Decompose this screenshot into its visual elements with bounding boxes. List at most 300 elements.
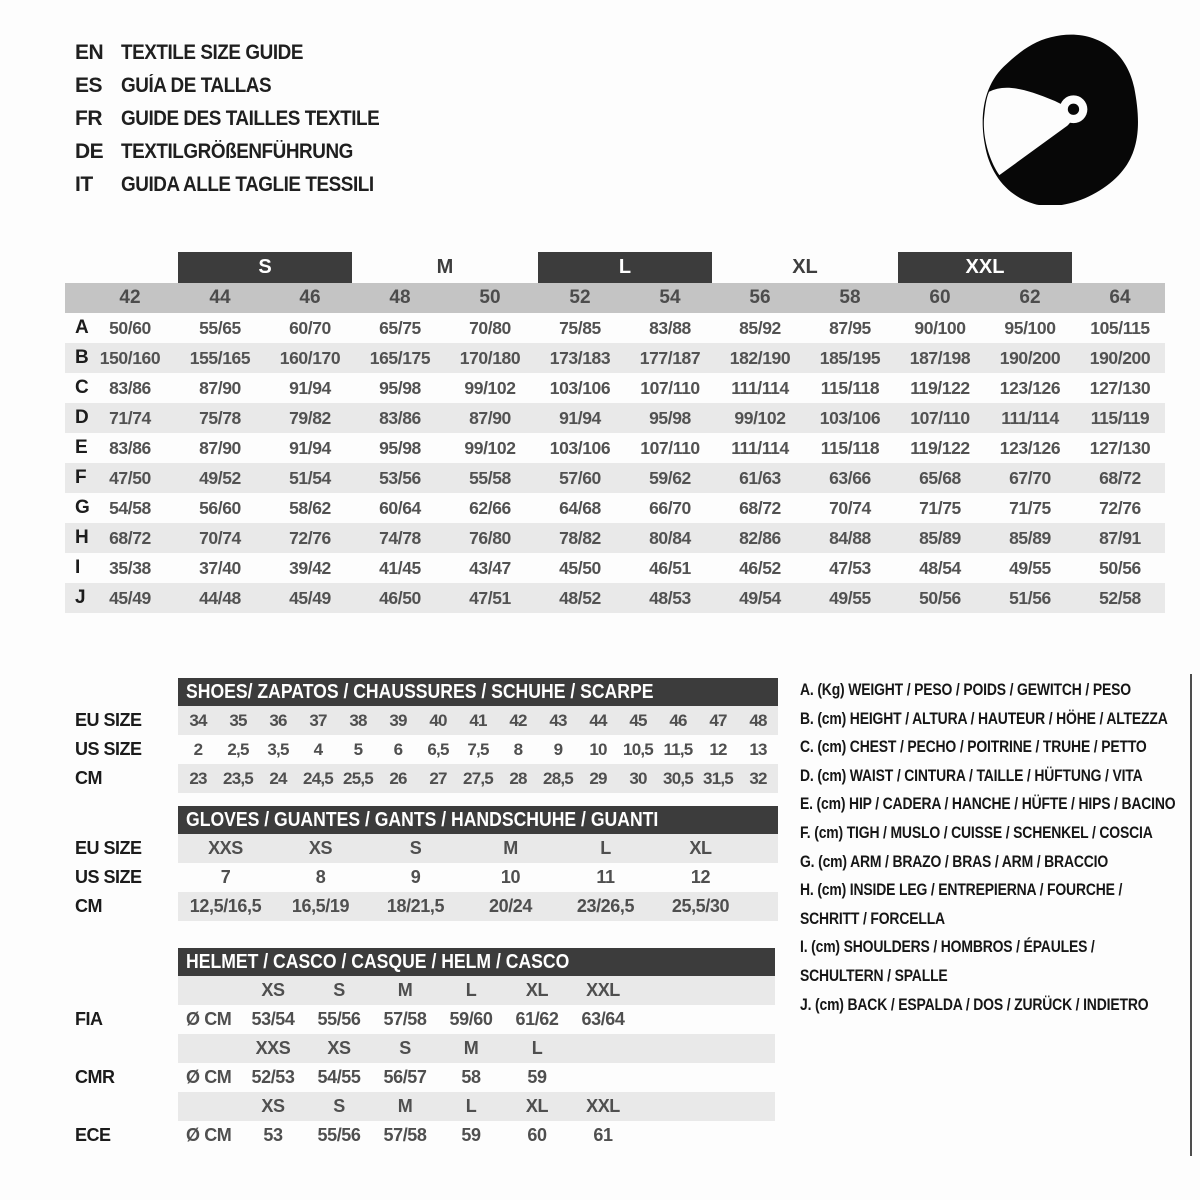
shoes-value: 23 [189, 768, 207, 788]
size-value: 48/53 [649, 587, 691, 608]
size-value: 59/62 [649, 467, 691, 488]
size-value: 55/65 [199, 317, 241, 338]
size-value: 68/72 [739, 497, 781, 518]
size-value: 71/75 [1009, 497, 1051, 518]
size-group-s: S [178, 252, 352, 283]
size-value: 87/90 [199, 377, 241, 398]
size-group-row [65, 252, 1165, 283]
size-value: 56/60 [199, 497, 241, 518]
shoes-value: 23,5 [223, 768, 253, 788]
gloves-row [178, 892, 778, 921]
size-value: 68/72 [1099, 467, 1141, 488]
shoes-value: 39 [389, 710, 407, 730]
size-value: 62/66 [469, 497, 511, 518]
size-table-row [65, 313, 1165, 343]
size-column-header: 46 [299, 287, 321, 308]
size-value: 46/52 [739, 557, 781, 578]
language-item [75, 135, 408, 168]
size-value: 39/42 [289, 557, 331, 578]
language-title: TEXTILE SIZE GUIDE [121, 41, 303, 64]
size-value: 50/56 [1099, 557, 1141, 578]
shoes-table-title [178, 678, 778, 706]
size-value: 53/56 [379, 467, 421, 488]
helmet-size: XS [327, 1038, 351, 1058]
shoes-value: 28 [509, 768, 527, 788]
helmet-size-row [178, 1092, 775, 1121]
size-value: 49/55 [829, 587, 871, 608]
size-value: 103/106 [549, 437, 611, 458]
helmet-table [178, 948, 775, 1150]
helmet-size: XXL [586, 980, 620, 1000]
size-column-header: 56 [749, 287, 771, 308]
gloves-value: 10 [500, 867, 521, 887]
language-code: ES [75, 74, 103, 97]
helmet-size: L [531, 1038, 543, 1058]
helmet-size: S [399, 1038, 411, 1058]
helmet-fia-label: FIA [75, 1009, 103, 1029]
shoes-value: 26 [389, 768, 407, 788]
size-value: 85/89 [1009, 527, 1051, 548]
size-value: 50/60 [109, 317, 151, 338]
size-table-row [65, 553, 1165, 583]
shoes-value: 47 [709, 710, 727, 730]
size-value: 71/74 [109, 407, 151, 428]
shoes-value: 10,5 [623, 739, 653, 759]
shoes-value: 2 [193, 739, 203, 759]
shoes-row [178, 764, 778, 793]
helmet-size: XS [261, 980, 285, 1000]
legend-item: I. (cm) SHOULDERS / HOMBROS / ÉPAULES / [800, 937, 1095, 957]
size-value: 190/200 [999, 347, 1061, 368]
size-value: 72/76 [289, 527, 331, 548]
legend-item: C. (cm) CHEST / PECHO / POITRINE / TRUHE / PETTO [800, 737, 1147, 757]
size-value: 87/91 [1099, 527, 1141, 548]
shoes-eu-size-label: EU SIZE [75, 710, 142, 730]
size-value: 55/58 [469, 467, 511, 488]
row-label: J [75, 587, 86, 608]
racing-helmet-icon [972, 30, 1142, 205]
size-value: 70/74 [829, 497, 871, 518]
size-value: 85/92 [739, 317, 781, 338]
shoes-value: 38 [349, 710, 367, 730]
size-value: 75/85 [559, 317, 601, 338]
size-value: 45/49 [289, 587, 331, 608]
shoes-value: 7,5 [467, 739, 489, 759]
shoes-value: 30,5 [663, 768, 693, 788]
helmet-size: L [465, 1096, 477, 1116]
helmet-value: 59 [527, 1067, 547, 1087]
helmet-value: 61 [593, 1125, 613, 1145]
helmet-size: L [465, 980, 477, 1000]
gloves-value: 18/21,5 [386, 896, 445, 916]
size-column-header: 60 [929, 287, 951, 308]
gloves-value: M [503, 838, 518, 858]
size-value: 177/187 [639, 347, 701, 368]
size-value: 95/98 [649, 407, 691, 428]
size-value: 173/183 [549, 347, 611, 368]
shoes-value: 27,5 [463, 768, 493, 788]
helmet-value: 53 [263, 1125, 283, 1145]
gloves-value: 16,5/19 [291, 896, 350, 916]
size-column-header: 54 [659, 287, 681, 308]
size-group-xl: XL [792, 256, 818, 278]
shoes-table-title-text: SHOES/ ZAPATOS / CHAUSSURES / SCHUHE / SCARPE [186, 680, 654, 703]
gloves-value: XXS [208, 838, 243, 858]
size-value: 60/64 [379, 497, 421, 518]
row-label: G [75, 497, 90, 518]
shoes-us-size-label: US SIZE [75, 739, 142, 759]
helmet-value: 63/64 [581, 1009, 625, 1029]
size-table-row [65, 463, 1165, 493]
language-title: GUIDE DES TAILLES TEXTILE [121, 107, 380, 130]
helmet-size: M [397, 1096, 413, 1116]
gloves-row [178, 863, 778, 892]
size-group-m: M [436, 256, 454, 278]
size-value: 127/130 [1089, 377, 1151, 398]
size-value: 107/110 [640, 377, 700, 398]
size-value: 54/58 [109, 497, 151, 518]
helmet-size: XXS [255, 1038, 291, 1058]
size-column-header: 42 [119, 287, 141, 308]
shoes-value: 30 [629, 768, 647, 788]
size-table-row [65, 403, 1165, 433]
size-value: 105/115 [1090, 317, 1150, 338]
row-label: E [75, 437, 88, 458]
size-group-l: L [538, 252, 712, 283]
language-code: FR [75, 107, 102, 130]
row-label: C [75, 377, 89, 398]
shoes-value: 44 [589, 710, 607, 730]
gloves-value: 9 [410, 867, 421, 887]
size-value: 187/198 [909, 347, 971, 368]
size-value: 85/89 [919, 527, 961, 548]
size-value: 76/80 [469, 527, 511, 548]
gloves-value: 25,5/30 [671, 896, 730, 916]
size-value: 182/190 [729, 347, 791, 368]
gloves-value: 23/26,5 [576, 896, 635, 916]
size-value: 74/78 [379, 527, 421, 548]
size-value: 65/75 [379, 317, 421, 338]
size-value: 67/70 [1009, 467, 1051, 488]
gloves-value: XS [308, 838, 333, 858]
size-column-header: 48 [389, 287, 411, 308]
size-value: 82/86 [739, 527, 781, 548]
helmet-value-row [178, 1005, 775, 1034]
size-value: 99/102 [464, 437, 516, 458]
shoes-value: 35 [229, 710, 247, 730]
language-title: TEXTILGRÖßENFÜHRUNG [121, 140, 353, 163]
size-value: 79/82 [289, 407, 331, 428]
helmet-size: XL [525, 1096, 549, 1116]
helmet-value: 58 [461, 1067, 481, 1087]
helmet-size: M [397, 980, 413, 1000]
size-column-header: 64 [1109, 287, 1131, 308]
gloves-row [178, 834, 778, 863]
language-title: GUIDA ALLE TAGLIE TESSILI [121, 173, 374, 196]
helmet-table-title [178, 948, 775, 976]
shoes-value: 28,5 [543, 768, 573, 788]
size-value: 48/54 [919, 557, 961, 578]
shoes-value: 41 [469, 710, 487, 730]
size-column-header: 50 [479, 287, 501, 308]
size-value: 52/58 [1099, 587, 1141, 608]
gloves-table-title-text: GLOVES / GUANTES / GANTS / HANDSCHUHE / GUANTI [186, 808, 659, 831]
size-table-row [65, 343, 1165, 373]
shoes-value: 27 [429, 768, 447, 788]
shoes-value: 4 [313, 739, 323, 759]
gloves-table-title [178, 806, 778, 834]
legend-item: F. (cm) TIGH / MUSLO / CUISSE / SCHENKEL / COSCIA [800, 822, 1153, 842]
size-value: 71/75 [919, 497, 961, 518]
size-value: 91/94 [289, 437, 331, 458]
gloves-value: XL [689, 838, 712, 858]
shoes-value: 6,5 [427, 739, 449, 759]
shoes-table [178, 678, 778, 793]
gloves-value: L [600, 838, 611, 858]
shoes-value: 5 [353, 739, 363, 759]
size-value: 84/88 [829, 527, 871, 548]
size-value: 61/63 [739, 467, 781, 488]
size-value: 103/106 [819, 407, 881, 428]
size-value: 99/102 [464, 377, 516, 398]
size-value: 49/54 [739, 587, 781, 608]
helmet-value: 61/62 [515, 1009, 559, 1029]
size-table-row [65, 523, 1165, 553]
helmet-size: XS [261, 1096, 285, 1116]
size-value: 37/40 [199, 557, 241, 578]
gloves-cm-label: CM [75, 896, 102, 916]
size-value: 43/47 [469, 557, 511, 578]
page-edge-line [1190, 674, 1192, 1156]
shoes-value: 29 [589, 768, 607, 788]
size-value: 115/118 [820, 377, 880, 398]
size-value: 41/45 [379, 557, 421, 578]
size-value: 119/122 [910, 437, 970, 458]
shoes-value: 45 [629, 710, 647, 730]
size-value: 91/94 [289, 377, 331, 398]
size-value: 57/60 [559, 467, 601, 488]
shoes-value: 48 [749, 710, 767, 730]
shoes-value: 24,5 [303, 768, 333, 788]
size-value: 50/56 [919, 587, 961, 608]
size-table-body [65, 313, 1165, 613]
size-value: 111/114 [1001, 407, 1059, 428]
size-value: 87/90 [469, 407, 511, 428]
size-value: 68/72 [109, 527, 151, 548]
helmet-table-title-text: HELMET / CASCO / CASQUE / HELM / CASCO [186, 950, 570, 973]
gloves-value: 11 [596, 867, 615, 887]
helmet-size: M [463, 1038, 479, 1058]
size-value: 123/126 [999, 377, 1061, 398]
row-label: A [75, 317, 89, 338]
helmet-cmr-label: CMR [75, 1067, 115, 1087]
helmet-value: 57/58 [383, 1125, 427, 1145]
size-value: 95/98 [379, 437, 421, 458]
shoes-cm-label: CM [75, 768, 102, 788]
size-table-row [65, 433, 1165, 463]
helmet-ece-label: ECE [75, 1125, 111, 1145]
shoes-value: 37 [309, 710, 327, 730]
legend-item: B. (cm) HEIGHT / ALTURA / HAUTEUR / HÖHE / ALTEZZA [800, 708, 1168, 728]
left-gutter [65, 252, 85, 283]
size-value: 60/70 [289, 317, 331, 338]
size-column-header: 62 [1019, 287, 1041, 308]
legend-item: SCHULTERN / SPALLE [800, 965, 948, 985]
helmet-value: 57/58 [383, 1009, 427, 1029]
helmet-value: 52/53 [251, 1067, 295, 1087]
legend-item: G. (cm) ARM / BRAZO / BRAS / ARM / BRACCIO [800, 851, 1109, 871]
shoes-value: 25,5 [343, 768, 373, 788]
group-gap [85, 252, 175, 283]
helmet-value: 55/56 [317, 1009, 361, 1029]
size-value: 35/38 [109, 557, 151, 578]
size-value: 78/82 [559, 527, 601, 548]
size-value: 75/78 [199, 407, 241, 428]
shoes-value: 24 [269, 768, 287, 788]
size-value: 95/100 [1004, 317, 1056, 338]
size-value: 107/110 [910, 407, 970, 428]
helmet-value-row [178, 1063, 775, 1092]
size-value: 58/62 [289, 497, 331, 518]
shoes-table-body [178, 706, 778, 793]
helmet-size: XXL [586, 1096, 620, 1116]
shoes-row [178, 735, 778, 764]
helmet-table-body [178, 976, 775, 1150]
row-label: F [75, 467, 87, 488]
size-value: 165/175 [369, 347, 431, 368]
legend-item: J. (cm) BACK / ESPALDA / DOS / ZURÜCK / INDIETRO [800, 994, 1149, 1014]
helmet-size: XL [525, 980, 549, 1000]
size-value: 150/160 [99, 347, 161, 368]
size-value: 65/68 [919, 467, 961, 488]
diameter-unit: Ø CM [186, 1067, 232, 1087]
language-code: DE [75, 140, 104, 163]
size-value: 63/66 [829, 467, 871, 488]
size-column-header: 58 [839, 287, 861, 308]
helmet-value: 53/54 [251, 1009, 295, 1029]
size-value: 47/50 [109, 467, 151, 488]
size-value: 87/90 [199, 437, 241, 458]
group-gap [1075, 252, 1165, 283]
language-item [75, 102, 408, 135]
size-value: 46/51 [649, 557, 691, 578]
size-table-row [65, 493, 1165, 523]
helmet-size: S [333, 980, 345, 1000]
diameter-unit: Ø CM [186, 1009, 232, 1029]
shoes-value: 36 [269, 710, 287, 730]
gloves-value: 20/24 [488, 896, 533, 916]
legend-item: E. (cm) HIP / CADERA / HANCHE / HÜFTE / HIPS / BACINO [800, 794, 1176, 814]
shoes-value: 42 [509, 710, 527, 730]
size-value: 107/110 [640, 437, 700, 458]
main-size-table [65, 252, 1165, 613]
gloves-value: 12 [690, 867, 711, 887]
size-value: 46/50 [379, 587, 421, 608]
helmet-value: 59 [461, 1125, 481, 1145]
size-value: 70/80 [469, 317, 511, 338]
shoes-value: 31,5 [703, 768, 733, 788]
size-group-xxl: XXL [898, 252, 1072, 283]
shoes-value: 12 [709, 739, 727, 759]
size-value: 66/70 [649, 497, 691, 518]
size-value: 49/55 [1009, 557, 1051, 578]
size-value: 48/52 [559, 587, 601, 608]
language-code: IT [75, 173, 93, 196]
size-value: 72/76 [1099, 497, 1141, 518]
size-value: 64/68 [559, 497, 601, 518]
size-value: 111/114 [731, 377, 789, 398]
shoes-value: 34 [189, 710, 207, 730]
diameter-unit: Ø CM [186, 1125, 232, 1145]
size-value: 45/50 [559, 557, 601, 578]
size-value: 51/54 [289, 467, 331, 488]
gloves-value: 12,5/16,5 [189, 896, 262, 916]
shoes-value: 9 [553, 739, 563, 759]
row-label: H [75, 527, 89, 548]
size-value: 123/126 [999, 437, 1061, 458]
shoes-value: 6 [393, 739, 403, 759]
size-value: 51/56 [1009, 587, 1051, 608]
helmet-value: 54/55 [317, 1067, 361, 1087]
shoes-value: 3,5 [267, 739, 289, 759]
size-value: 119/122 [910, 377, 970, 398]
size-value: 115/119 [1090, 407, 1150, 428]
size-value: 44/48 [199, 587, 241, 608]
legend-item: SCHRITT / FORCELLA [800, 908, 945, 928]
shoes-value: 11,5 [663, 739, 693, 759]
size-value: 83/86 [109, 437, 151, 458]
helmet-value: 56/57 [383, 1067, 427, 1087]
shoes-value: 10 [589, 739, 607, 759]
size-value: 127/130 [1089, 437, 1151, 458]
size-value: 170/180 [459, 347, 521, 368]
language-item [75, 36, 408, 69]
size-value: 155/165 [189, 347, 251, 368]
size-value: 190/200 [1089, 347, 1151, 368]
shoes-value: 2,5 [227, 739, 249, 759]
gloves-value: 8 [315, 867, 326, 887]
legend-item: A. (Kg) WEIGHT / PESO / POIDS / GEWITCH / PESO [800, 680, 1131, 699]
size-value: 90/100 [914, 317, 966, 338]
size-value: 47/51 [469, 587, 511, 608]
helmet-size-row [178, 976, 775, 1005]
size-number-band [65, 283, 1165, 313]
gloves-value: 7 [220, 867, 231, 887]
shoes-value: 40 [429, 710, 447, 730]
helmet-size: S [333, 1096, 345, 1116]
size-table-row [65, 583, 1165, 613]
size-value: 91/94 [559, 407, 601, 428]
shoes-value: 46 [669, 710, 687, 730]
size-value: 111/114 [731, 437, 789, 458]
gloves-table-body [178, 834, 778, 921]
size-value: 80/84 [649, 527, 691, 548]
size-value: 49/52 [199, 467, 241, 488]
size-value: 115/118 [820, 437, 880, 458]
size-value: 83/86 [379, 407, 421, 428]
gloves-table [178, 806, 778, 921]
size-column-header: 44 [209, 287, 231, 308]
shoes-value: 32 [749, 768, 767, 788]
language-item [75, 168, 408, 201]
gloves-us-size-label: US SIZE [75, 867, 142, 887]
size-value: 99/102 [734, 407, 786, 428]
size-value: 160/170 [279, 347, 341, 368]
language-title: GUÍA DE TALLAS [121, 74, 272, 97]
measurement-legend [800, 676, 1200, 1019]
row-label: I [75, 557, 81, 578]
size-column-header: 52 [569, 287, 591, 308]
